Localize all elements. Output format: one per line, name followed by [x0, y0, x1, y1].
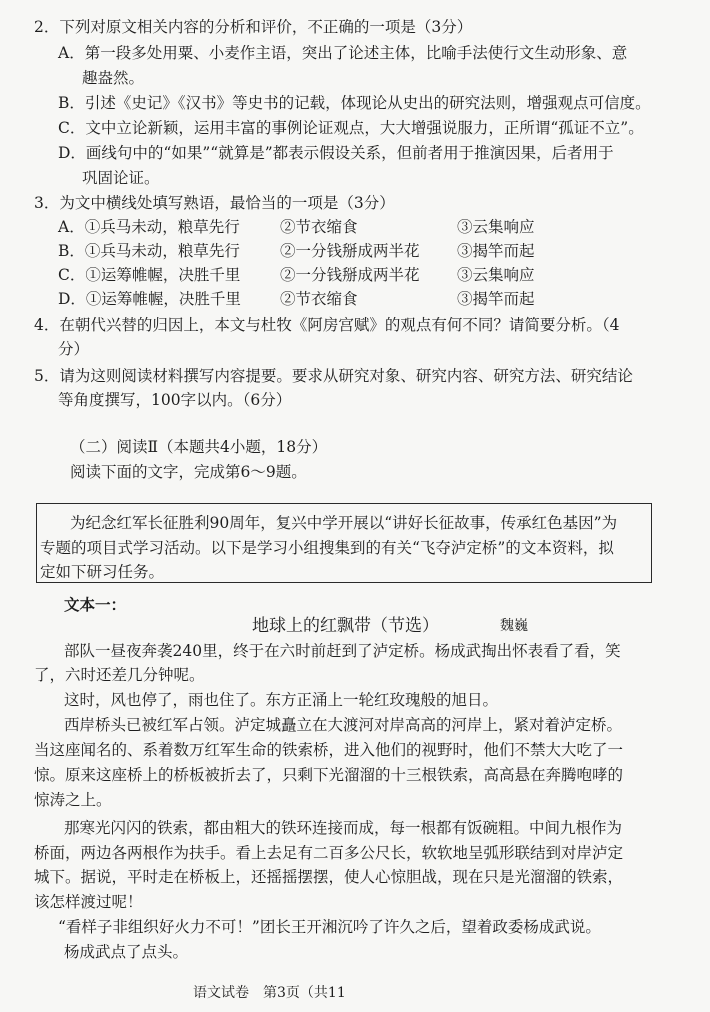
- body-line: 该怎样渡过呢！: [34, 893, 143, 911]
- body-line: 了，六时还差几分钟呢。: [34, 666, 205, 684]
- body-line: 桥面，两边各两根作为扶手。看上去足有二百多公尺长，软软地呈弧形联结到对岸泸定: [34, 844, 624, 862]
- q3-option-b-col1: B．①兵马未动，粮草先行: [58, 242, 240, 260]
- page-footer: 语文试卷 第3页（共11: [193, 985, 346, 1001]
- section-heading: （二）阅读Ⅱ（本题共4小题，18分）: [70, 438, 328, 456]
- body-line: “看样子非组织好火力不可！”团长王开湘沉吟了许久之后，望着政委杨成武说。: [58, 918, 601, 936]
- task-box-line-2: 专题的项目式学习活动。以下是学习小组搜集到的有关“飞夺泸定桥”的文本资料，拟: [40, 539, 614, 557]
- q3-option-b-col3: ③揭竿而起: [457, 242, 535, 260]
- q5-line-1: 5．请为这则阅读材料撰写内容提要。要求从研究对象、研究内容、研究方法、研究结论: [34, 367, 633, 385]
- body-line: 城下。据说，平时走在桥板上，还摇摇摆摆，使人心惊胆战，现在只是光溜溜的铁索，: [34, 868, 624, 886]
- q2-option-d: D．画线句中的“如果”“就算是”都表示假设关系，但前者用于推演因果，后者用于: [58, 144, 614, 162]
- q4-line-1: 4．在朝代兴替的归因上，本文与杜牧《阿房宫赋》的观点有何不同？请简要分析。（4: [34, 316, 620, 334]
- task-box-line-1: 为纪念红军长征胜利90周年，复兴中学开展以“讲好长征故事，传承红色基因”为: [70, 514, 618, 532]
- q2-option-a: A．第一段多处用粟、小麦作主语，突出了论述主体，比喻手法使行文生动形象、意: [58, 44, 628, 62]
- q3-option-d-col1: D．①运筹帷幄，决胜千里: [58, 290, 241, 308]
- article-author: 魏巍: [500, 618, 528, 634]
- q3-option-c-col2: ②一分钱掰成两半花: [280, 266, 420, 284]
- q3-option-a-col2: ②节衣缩食: [280, 218, 358, 236]
- body-line: 惊。原来这座桥上的桥板被折去了，只剩下光溜溜的十三根铁索，高高悬在奔腾咆哮的: [34, 766, 624, 784]
- q2-stem: 2．下列对原文相关内容的分析和评价，不正确的一项是（3分）: [34, 18, 473, 36]
- text-one-label: 文本一：: [64, 595, 127, 614]
- q3-option-c-col1: C．①运筹帷幄，决胜千里: [58, 266, 241, 284]
- q3-option-a-col1: A．①兵马未动，粮草先行: [58, 218, 240, 236]
- q2-option-a-cont: 趣盎然。: [82, 69, 145, 87]
- body-line: 当这座闻名的、系着数万红军生命的铁索桥，进入他们的视野时，他们不禁大大吃了一: [34, 741, 624, 759]
- task-box-line-3: 定如下研习任务。: [40, 563, 165, 581]
- q3-option-d-col3: ③揭竿而起: [457, 290, 535, 308]
- q2-option-d-cont: 巩固论证。: [82, 169, 160, 187]
- q5-line-2: 等角度撰写，100字以内。（6分）: [58, 391, 292, 409]
- q3-option-d-col2: ②节衣缩食: [280, 290, 358, 308]
- body-line: 部队一昼夜奔袭240里，终于在六时前赶到了泸定桥。杨成武掏出怀表看了看，笑: [64, 642, 621, 660]
- q2-option-c: C．文中立论新颖，运用丰富的事例论证观点，大大增强说服力，正所谓“孤证不立”。: [58, 119, 644, 137]
- q3-option-b-col2: ②一分钱掰成两半花: [280, 242, 420, 260]
- q4-line-2: 分）: [58, 340, 90, 358]
- body-line: 西岸桥头已被红军占领。泸定城矗立在大渡河对岸高高的河岸上，紧对着泸定桥。: [64, 716, 623, 734]
- q3-stem: 3．为文中横线处填写熟语，最恰当的一项是（3分）: [34, 194, 395, 212]
- q3-option-c-col3: ③云集响应: [457, 266, 535, 284]
- q2-option-b: B．引述《史记》《汉书》等史书的记载，体现论从史出的研究法则，增强观点可信度。: [58, 94, 651, 112]
- q3-option-a-col3: ③云集响应: [457, 218, 535, 236]
- article-title: 地球上的红飘带（节选）: [252, 616, 439, 636]
- body-line: 惊涛之上。: [34, 791, 112, 809]
- body-line: 杨成武点了点头。: [64, 943, 189, 961]
- body-line: 这时，风也停了，雨也住了。东方正涌上一轮红玫瑰般的旭日。: [64, 691, 499, 709]
- section-instruction: 阅读下面的文字，完成第6～9题。: [70, 463, 307, 481]
- body-line: 那寒光闪闪的铁索，都由粗大的铁环连接而成，每一根都有饭碗粗。中间九根作为: [64, 819, 623, 837]
